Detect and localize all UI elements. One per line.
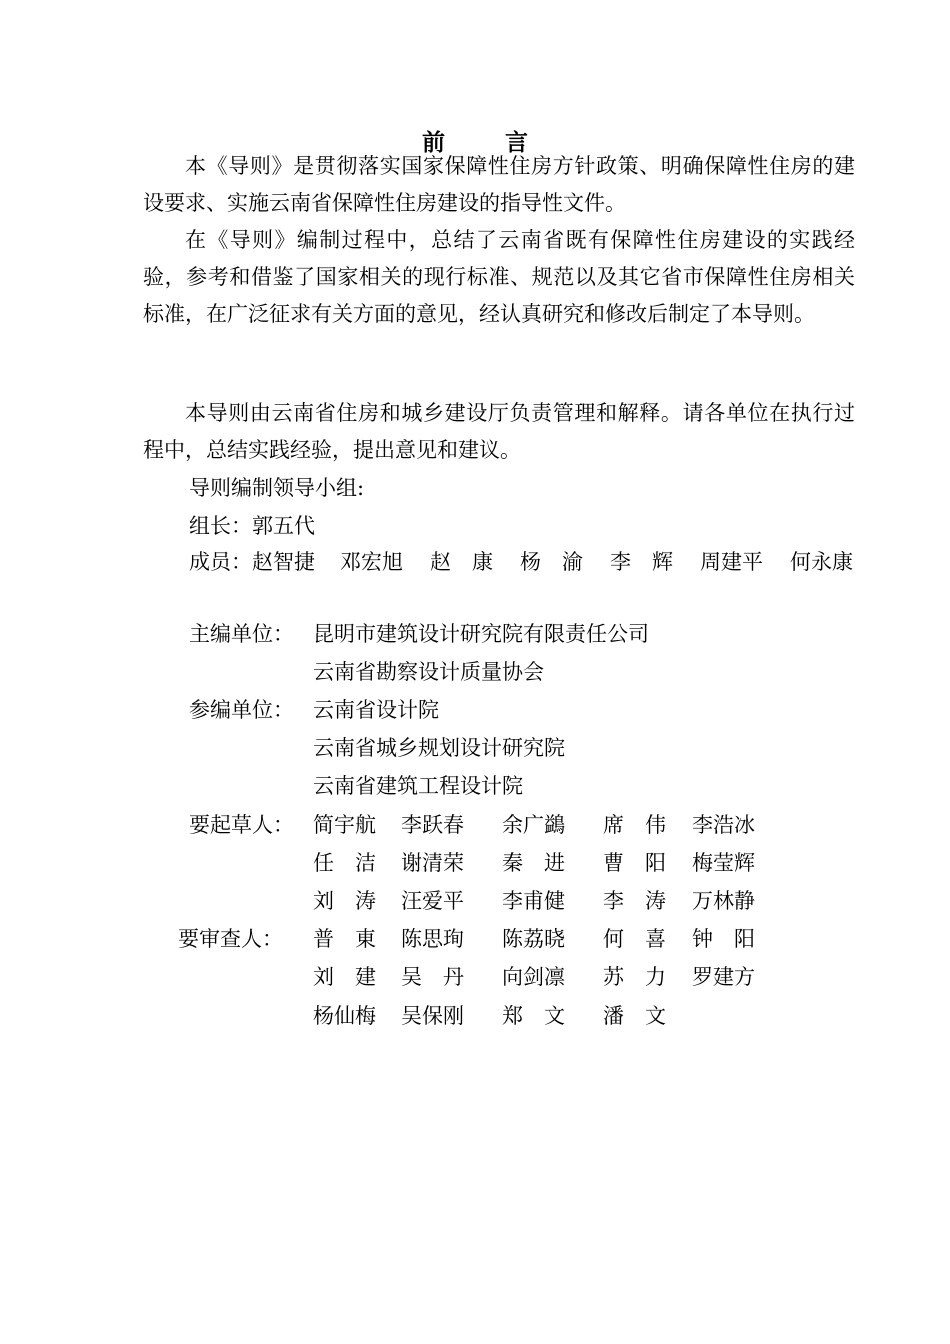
drafter-name: 万林静 [692,889,755,913]
drafters-label: 要起草人： [189,813,294,837]
drafter-name: 任 洁 [313,851,376,875]
drafter-name: 曹 阳 [603,851,666,875]
reviewer-name: 钟 阳 [692,927,755,951]
drafter-name: 李甫健 [502,889,565,913]
drafter-name: 汪爱平 [401,889,464,913]
member-name: 杨 渝 [520,550,583,574]
reviewer-name: 潘 文 [603,1004,666,1028]
reviewer-name: 郑 文 [502,1004,565,1028]
reviewer-name: 普 東 [313,927,376,951]
intro-paragraph-1: 本《导则》是贯彻落实国家保障性住房方针政策、明确保障性住房的建设要求、实施云南省保障性住房建设的指导性文件。 [143,154,855,215]
page-title: 前 言 [421,129,554,156]
chief-units-label: 主编单位： [189,622,294,646]
reviewer-name: 吴 丹 [401,965,464,989]
reviewer-name: 苏 力 [603,965,666,989]
leadership-members-row [189,548,859,576]
member-name: 何永康 [790,550,853,574]
participating-unit: 云南省城乡规划设计研究院 [313,736,565,760]
reviewer-name: 刘 建 [313,965,376,989]
reviewer-name: 陈荔晓 [502,927,565,951]
intro-paragraph-3: 本导则由云南省住房和城乡建设厅负责管理和解释。请各单位在执行过程中，总结实践经验，提出意见和建议。 [143,401,855,462]
reviewer-name: 吴保刚 [401,1004,464,1028]
leadership-leader: 组长：郭五代 [189,514,315,538]
reviewer-name: 陈思珣 [401,927,464,951]
drafter-name: 谢清荣 [401,851,464,875]
member-name: 邓宏旭 [340,550,403,574]
member-name: 赵智捷 [252,550,315,574]
participating-unit: 云南省设计院 [313,698,439,722]
member-name: 李 辉 [610,550,673,574]
drafter-name: 李跃春 [401,813,464,837]
leadership-heading: 导则编制领导小组: [189,476,365,500]
members-label: 成员： [189,550,252,574]
chief-unit: 云南省勘察设计质量协会 [313,660,544,684]
drafter-name: 李 涛 [603,889,666,913]
reviewer-name: 杨仙梅 [313,1004,376,1028]
drafter-name: 余广鷁 [502,813,565,837]
drafter-name: 刘 涛 [313,889,376,913]
reviewers-label: 要审查人： [178,927,283,951]
reviewer-name: 何 喜 [603,927,666,951]
participating-unit: 云南省建筑工程设计院 [313,774,523,798]
drafter-name: 梅莹辉 [692,851,755,875]
intro-paragraph-2: 在《导则》编制过程中，总结了云南省既有保障性住房建设的实践经验，参考和借鉴了国家相关的现行标准、规范以及其它省市保障性住房相关标准，在广泛征求有关方面的意见，经认真研究和修改后制定了本导则。 [143,228,855,326]
chief-unit: 昆明市建筑设计研究院有限责任公司 [313,622,649,646]
member-name: 赵 康 [430,550,493,574]
drafter-name: 席 伟 [603,813,666,837]
drafter-name: 秦 进 [502,851,565,875]
participating-units-label: 参编单位： [189,698,294,722]
drafter-name: 简宇航 [313,813,376,837]
reviewer-name: 罗建方 [692,965,755,989]
member-name: 周建平 [700,550,763,574]
drafter-name: 李浩冰 [692,813,755,837]
reviewer-name: 向剑凛 [502,965,565,989]
